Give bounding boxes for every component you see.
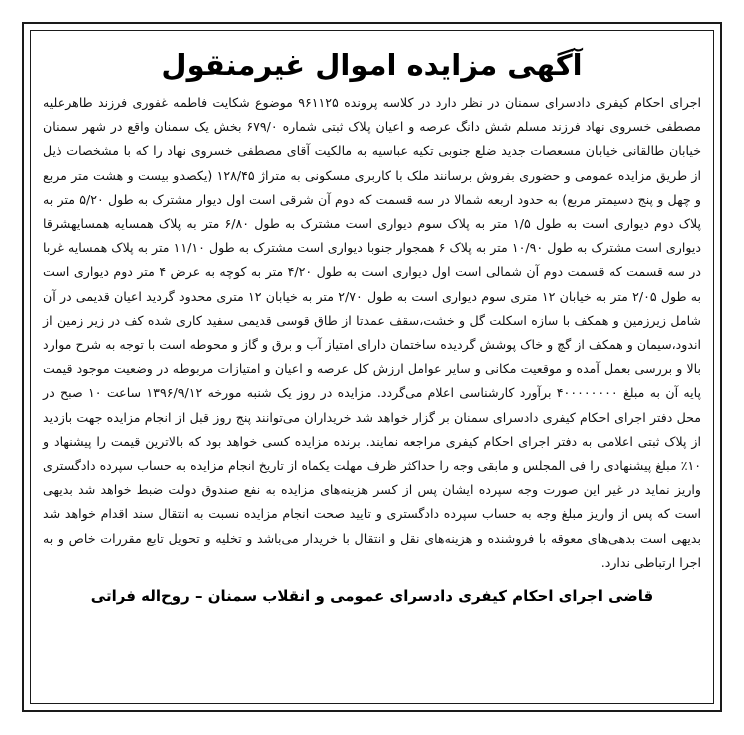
notice-title: آگهی مزایده اموال غیرمنقول	[161, 48, 583, 82]
notice-panel	[30, 30, 714, 704]
notice-signature: قاضی اجرای احکام کیفری دادسرای عمومی و انقلاب سمنان – روح‌اله فراتی	[90, 587, 654, 606]
notice-body: اجرای احکام کیفری دادسرای سمنان در نظر دارد در کلاسه پرونده ۹۶۱۱۲۵ موضوع شکایت فاطمه غفوری فرزند طاهرعلیه مصطفی خسروی نهاد فرزند مسلم شش دانگ عرصه و اعیان پلاک ثبتی شماره ۶۷۹/۰ بخش یک سمنان واقع در شهر سمنان خیابان طالقانی خیابان مسعصات جدید ضلع جنوبی تکیه عباسیه به مالکیت آقای مصطفی خسروی نهاد را که با مشخصات ذیل از طریق مزایده عمومی و حضوری بفروش برسانند ملک با کاربری مسکونی به متراژ ۱۲۸/۴۵ (یکصدو بیست و هشت متر مربع و چهل و پنج دسیمتر مربع) به حدود اربعه شمالا در سه قسمت که دوم آن شرقی است اول دیوار مشترک به طول ۵/۲۰ متر به پلاک دوم دیواری است به طول ۱/۵ متر به پلاک سوم دیواری است مشترک به طول ۶/۸۰ متر به پلاک همسایه همسایهشرقا دیواری است مشترک به طول ۱۰/۹۰ متر به پلاک ۶ همجوار جنوبا دیواری است مشترک به طول ۱۱/۱۰ متر به پلاک همسایه غربا در سه قسمت که قسمت دوم آن شمالی است اول دیواری است به طول ۴/۲۰ متر به کوچه به عرض ۴ متر دوم دیواری است به طول ۲/۰۵ متر به خیابان ۱۲ متری سوم دیواری است به طول ۲/۷۰ متر به خیابان ۱۲ متری محدود گردید اعیان قدیمی در آن شامل زیرزمین و همکف با سازه اسکلت گل و خشت،سقف عمدتا از طاق قوسی قدیمی سفید کاری شده کف در زیر زمین از اندود،سیمان و همکف از گچ و خاک پوشش گردیده ساختمان دارای امتیاز آب و برق و گاز و محوطه است با توجه به شرح موارد بالا و بررسی بعمل آمده و موقعیت مکانی و سایر عوامل ارزش کل عرصه و اعیان و امتیازات مربوطه در وضعیت موجود قیمت پایه آن به مبلغ ۴۰۰۰۰۰۰۰۰ برآورد کارشناسی اعلام می‌گردد. مزایده در روز یک شنبه مورخه ۱۳۹۶/۹/۱۲ ساعت ۱۰ صبح در محل دفتر اجرای احکام کیفری دادسرای سمنان بر گزار خواهد شد خریداران می‌توانند پنج روز قبل از انجام مزایده جهت بازدید از پلاک ثبتی اعلامی به دفتر اجرای احکام کیفری مراجعه نمایند. برنده مزایده کسی خواهد بود که بالاترین قیمت را پیشنهاد و ۱۰٪ مبلغ پیشنهادی را فی المجلس و مابقی وجه را حداکثر ظرف مهلت یکماه از تاریخ انجام مزایده به حساب سپرده دادگستری واریز نماید در غیر این صورت وجه سپرده ایشان پس از کسر هزینه‌های مزایده به نفع صندوق دولت ضبط خواهد شد بدیهی است که پس از واریز مبلغ وجه به حساب سپرده دادگستری و تایید صحت انجام مزایده نسبت به انتقال سند اقدام خواهد شد بدیهی است بدهی‌های معوقه با فروشنده و هزینه‌های نقل و انتقال با خریدار می‌باشد و تخلیه و تحویل تابع مقررات خاص و به اجرا ارتباطی ندارد.	[43, 95, 702, 570]
